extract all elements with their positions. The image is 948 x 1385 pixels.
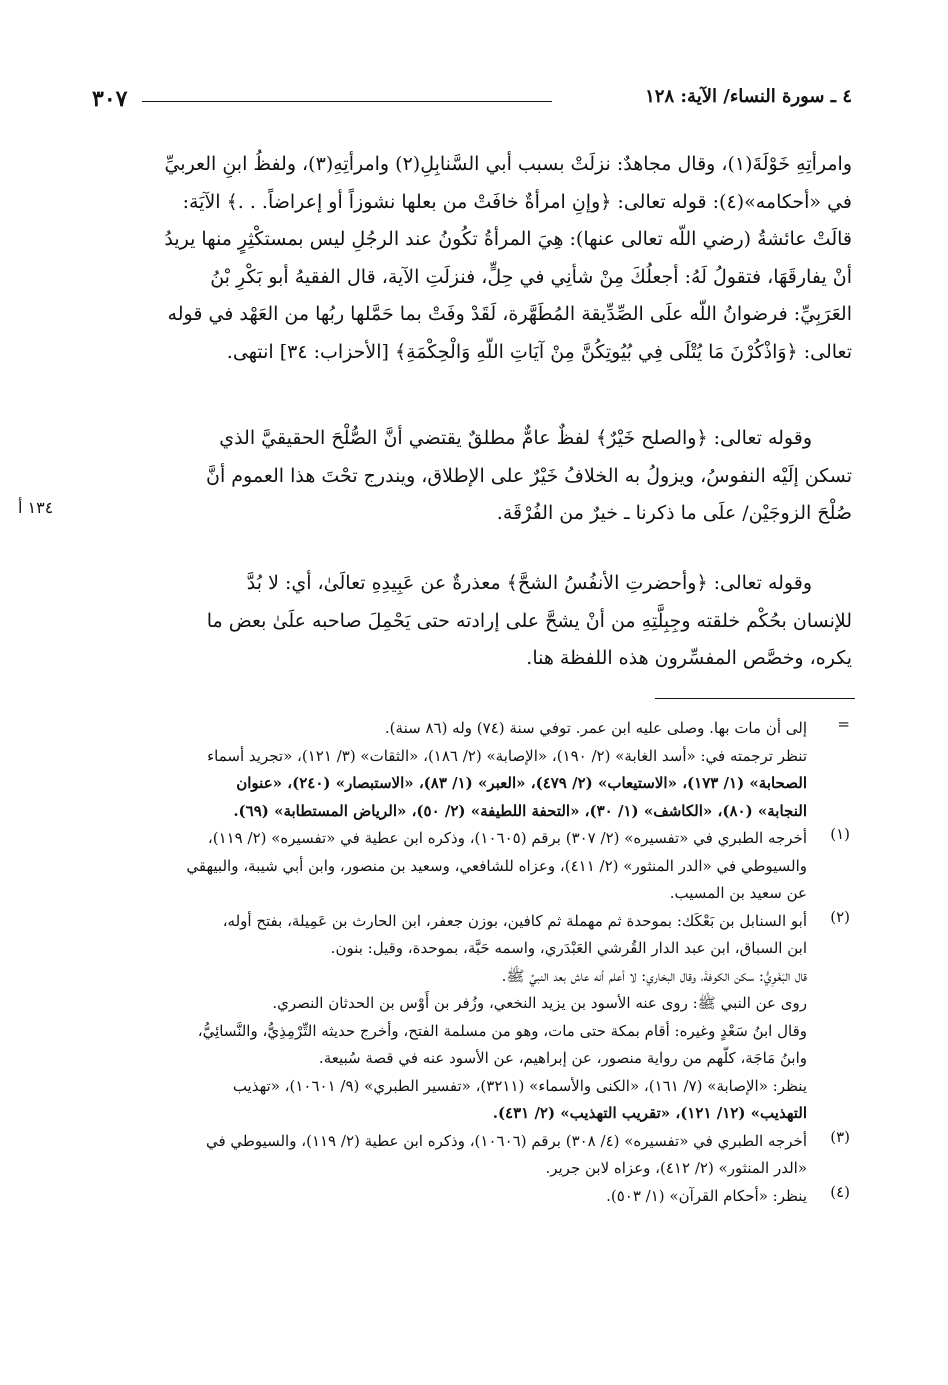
text-line: وامرأتِهِ خَوْلَةَ(١)، وقال مجاهدٌ: نزلَتْ بسبب أبي السَّنابِلِ(٢) وامرأتِهِ(٣)، ولفظُ ابنِ العربيِّ (164, 153, 852, 175)
footnotes (92, 715, 852, 1210)
footnote-line: إلى أن مات بها. وصلى عليه ابن عمر. توفي سنة (٧٤) وله (٨٦ سنة). (384, 719, 807, 737)
page-header (92, 86, 852, 116)
footnote-separator (655, 698, 855, 699)
footnote-line: وقال ابنُ سَعْدٍ وغيره: أقام بمكة حتى مات، وهو من مسلمة الفتح، وأخرج حديثه التِّرْمِذِيُّ، والنَّسائِيُّ، (197, 1021, 807, 1040)
text-line: أنْ يفارقَهَا، فتقولُ لَهُ: أجعلُكَ مِنْ شأنِي في حِلٍّ، فنزلَتِ الآية، قال الفقيهُ أبو بَكْرِ بْنُ (210, 265, 852, 288)
footnote-4 (92, 1183, 852, 1211)
footnote-line: الصحابة» (١/ ١٧٣)، «الاستيعاب» (٢/ ٤٧٩)، «العبر» (١/ ٨٣)، «الاستبصار» (٢٤٠)، «عنوان (236, 774, 807, 792)
footnote-line: ينظر: «الإصابة» (٧/ ١٦١)، «الكنى والأسماء» (٣٢١١)، «تفسير الطبري» (٩/ ١٠٦٠١)، «تهذيب (232, 1076, 807, 1095)
footnote-3 (92, 1128, 852, 1183)
text-line: للإنسان بحُكْم خلقته وجِبِلَّتِهِ من أنْ يشحَّ على إرادته حتى يَحْمِلَ صاحبه علَىٰ بعض ما (206, 609, 852, 632)
text-line: في «أحكامه»(٤): قوله تعالى: ﴿وإنِ امرأةٌ خافَتْ من بعلها نشوزاً أو إعراضاً. . .﴾ الآيَة: (182, 190, 852, 213)
footnote-line: «الدر المنثور» (٢/ ٤١٢)، وعزاه لابن جرير. (545, 1159, 807, 1177)
footnote-line: قال البَغَوِيُّ: سكن الكوفةَ، وقال البخاري: لا أعلم أنه عاش بعد النبيِّ ﷺ. (501, 966, 807, 985)
footnote-marker: (٢) (830, 907, 850, 926)
footnote-line: روى عن النبي ﷺ: روى عنه الأسود بن يزيد النخعي، وزُفر بن أَوْس بن الحدثان النصري. (272, 994, 807, 1012)
text-line: تسكن إلَيْه النفوسُ، ويزولُ به الخلافُ خَيْرٌ على الإطلاق، ويندرج تحْتَ هذا العموم أنَّ (205, 464, 852, 487)
footnote-marker: = (837, 715, 850, 733)
footnote-marker: (٤) (830, 1182, 850, 1201)
header-rule (142, 101, 552, 102)
paragraph-2 (92, 420, 852, 533)
footnote-continued (92, 715, 852, 825)
margin-note: ١٣٤ أ (18, 498, 54, 517)
footnote-line: ابن السباق، ابن عبد الدار القُرشي العَبْدَري، واسمه حَبَّة، بموحدة، وقيل: بنون. (330, 939, 807, 957)
footnote-line: عن سعيد بن المسيب. (669, 884, 807, 902)
text-line: وقوله تعالى: ﴿وأحضرتِ الأنفُسُ الشحَّ﴾ معذرةٌ عن عَبِيدِهِ تعالَىٰ، أي: لا بُدَّ (246, 572, 812, 594)
footnote-marker: (٣) (830, 1127, 850, 1146)
footnote-line: والسيوطي في «الدر المنثور» (٢/ ٤١١)، وعزاه للشافعي، وسعيد بن منصور، وابن أبي شيبة، والبيهقي (186, 856, 807, 875)
text-line: تعالى: ﴿وَاذْكُرْنَ مَا يُتْلَى فِي بُيُوتِكُنَّ مِنْ آيَاتِ اللّهِ وَالْحِكْمَةِ﴾ [الأحزاب: ٣٤] انتهى. (226, 340, 852, 363)
footnote-1 (92, 825, 852, 908)
text-line: قالَتْ عائشةُ (رضي اللّه تعالى عنها): هِيَ المرأةُ تكُونُ عند الرجُلِ ليس بمستكْثِرٍ منها يريدُ (164, 228, 852, 250)
footnote-line: ينظر: «أحكام القرآن» (١/ ٥٠٣). (606, 1186, 807, 1205)
footnote-line: أخرجه الطبري في «تفسيره» (٢/ ٣٠٧) برقم (١٠٦٠٥)، وذكره ابن عطية في «تفسيره» (٢/ ١١٩)، (207, 829, 807, 847)
footnote-marker: (١) (830, 825, 850, 843)
footnote-line: النجابة» (٨٠)، «الكاشف» (١/ ٣٠)، «التحفة اللطيفة» (٢/ ٥٠)، «الرياض المستطابة» (٦٩). (233, 801, 807, 820)
text-line: يكره، وخصَّص المفسِّرون هذه اللفظة هنا. (526, 647, 852, 669)
text-line: صُلْحَ الزوجَيْن/ علَى ما ذكرنا ـ خيرٌ من الفُرْقَة. (496, 502, 852, 524)
paragraph-3 (92, 565, 852, 678)
text-line: العَرَبِيِّ: فرضوانُ اللّه علَى الصِّدِّيقة المُطَهَّرة، لَقَدْ وفَتْ بما حَمَّلها ربُها من العَهْد في قوله (167, 303, 852, 325)
footnote-2 (92, 908, 852, 1128)
footnote-line: وابنُ مَاجَة، كلّهم من رواية منصور، عن إبراهيم، عن الأسود عنه في قصة سُبيعة. (318, 1049, 807, 1067)
footnote-line: التهذيب» (١٢/ ١٢١)، «تقريب التهذيب» (٢/ ٤٣١). (492, 1104, 807, 1122)
text-line: وقوله تعالى: ﴿والصلح خَيْرٌ﴾ لفظٌ عامٌّ مطلقٌ يقتضي أنَّ الصُّلْحَ الحقيقيَّ الذي (219, 427, 812, 449)
running-head: ٤ ـ سورة النساء/ الآية: ١٢٨ (645, 86, 852, 107)
footnote-line: أبو السنابل بن بَعْكَك: بموحدة ثم مهملة ثم كافين، بوزن جعفر، ابن الحارث بن عَمِيلة، بفتح أوله، (222, 911, 807, 930)
footnote-line: تنظر ترجمته في: «أسد الغابة» (٢/ ١٩٠)، «الإصابة» (٢/ ١٨٦)، «الثقات» (٣/ ١٢١)، «تجريد أسماء (207, 746, 807, 765)
footnote-line: أخرجه الطبري في «تفسيره» (٤/ ٣٠٨) برقم (١٠٦٠٦)، وذكره ابن عطية (٢/ ١١٩)، والسيوطي في (205, 1131, 807, 1150)
paragraph-1 (92, 146, 852, 371)
page-number: ٣٠٧ (92, 86, 128, 112)
